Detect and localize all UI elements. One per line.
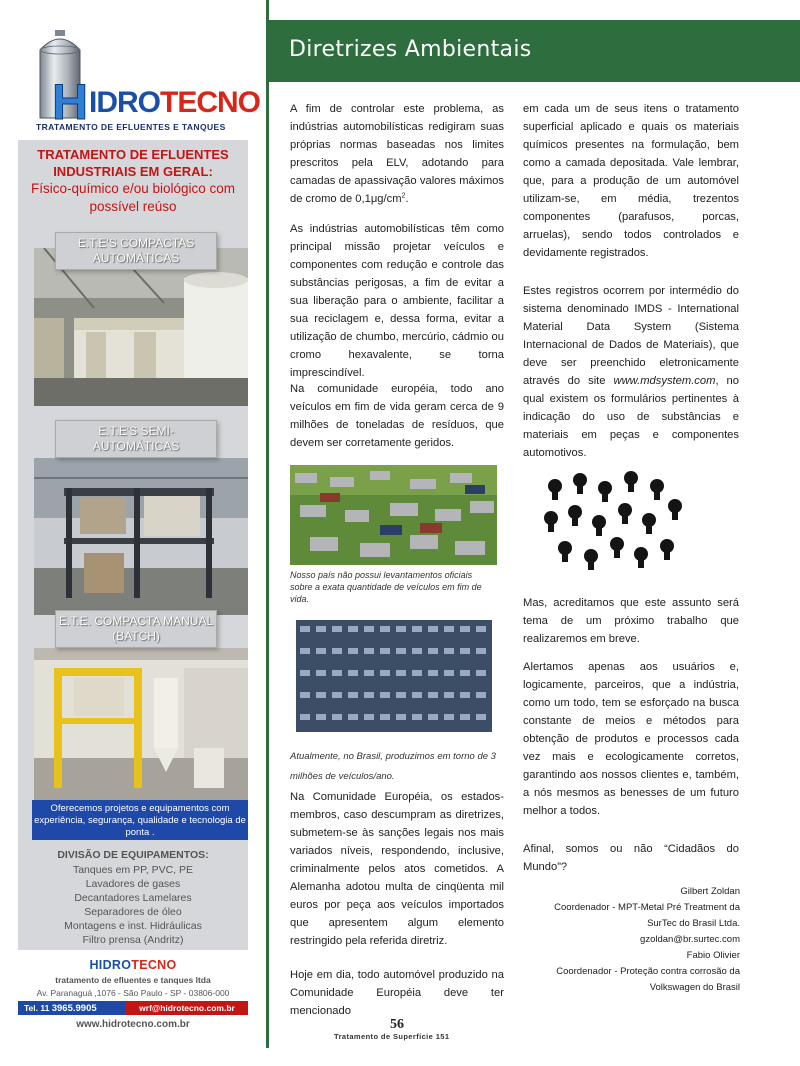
signature-line: gzoldan@br.surtec.com — [640, 934, 740, 945]
division-item: Decantadores Lamelares — [74, 892, 192, 904]
signature-line: Coordenador - Proteção contra corrosão da — [556, 966, 740, 977]
division-item: Lavadores de gases — [85, 878, 181, 890]
brand-hidro: HIDRO — [89, 958, 132, 972]
paragraph: em cada um de seus itens o tratamento superficial aplicado e quais os materiais químicos presentes na formulação, bem como a camada depositada. Vale lembrar, que, para a produção de um automóvel utilizam-se, em média, trezentos componentes (parafusos, porcas, arruelas), sendo todos controlados e devidamente registrados. — [523, 103, 739, 259]
paragraph: Alertamos apenas aos usuários e, logicamente, parceiros, que a indústria, como um todo, tem se esforçado na busca constante de meios e métodos para obtenção de produtos e processos cada vez mais e ecologicamente corretos, garantindo aos nossos clientes e, também, a nós mesmos as benesses de um futuro melhor a todos. — [523, 661, 739, 817]
photo-new-vehicles — [296, 620, 492, 732]
ad-offer-box: Oferecemos projetos e equipamentos com experiência, segurança, qualidade e tecnologia de ponta . — [32, 800, 248, 840]
section-header — [269, 20, 800, 82]
label-ete-compactas: E.T.E'S COMPACTAS AUTOMÁTICAS — [55, 232, 217, 270]
paragraph-text: , no qual existem os formulários pertinentes à indicação do uso de substâncias e materiais em peças e componentes automotivos. — [523, 375, 739, 459]
signature-line: SurTec do Brasil Ltda. — [647, 918, 740, 929]
photo-ete-semi-automaticas — [34, 458, 248, 615]
paragraph — [523, 282, 739, 462]
signature-line: Gilbert Zoldan — [680, 886, 740, 897]
ad-phone-prefix: Tel. 11 — [24, 1003, 50, 1013]
superscript: 2 — [401, 192, 406, 200]
ad-headline: TRATAMENTO DE EFLUENTES INDUSTRIAIS EM GERAL: — [37, 147, 229, 179]
division-title: DIVISÃO DE EQUIPAMENTOS: — [57, 849, 209, 861]
photo-caption: Atualmente, no Brasil, produzimos em torno de 3 milhões de veículos/ano. — [290, 751, 496, 782]
imds-site-link[interactable]: www.mdsystem.com — [613, 375, 716, 387]
hidrotecno-advertisement — [0, 0, 268, 1066]
signature-line: Coordenador - MPT-Metal Pré Treatment da — [554, 902, 740, 913]
brand-tecno: TECNO — [131, 958, 177, 972]
paragraph — [290, 100, 504, 208]
photo-end-of-life-vehicles — [290, 465, 497, 565]
paragraph: Mas, acreditamos que este assunto será tema de um próximo trabalho que realizaremos em breve. — [523, 597, 739, 645]
paragraph-text: . — [405, 193, 409, 205]
signature-line: Fabio Olivier — [686, 950, 740, 961]
photo-ete-compactas — [34, 248, 248, 406]
signature-line: Volkswagen do Brasil — [649, 982, 740, 993]
paragraph-text: Estes registros ocorrem por intermédio do sistema denominado IMDS - International Material Data System (Sistema Internacional de Dados de Materiais), que deve ser preenchido eletronicamente através do site — [523, 285, 739, 387]
running-title: Tratamento de Superfície 151 — [334, 1032, 450, 1041]
division-item: Tanques em PP, PVC, PE — [72, 864, 194, 876]
ad-contact-bar — [18, 1001, 248, 1015]
ad-company-name: tratamento de efluentes e tanques ltda — [55, 975, 211, 985]
ad-brand-name — [18, 958, 248, 972]
paragraph-text: A fim de controlar este problema, as indústrias automobilísticas redigiram suas próprias normas baseadas nos limites prescritos pela ELV, adotando para camadas de apassivação valores máximos de cromo de 0,1μg/cm — [290, 103, 504, 205]
ad-phone — [18, 1001, 126, 1015]
ad-email[interactable]: wrf@hidrotecno.com.br — [126, 1001, 248, 1015]
division-item: Montagens e inst. Hidráulicas — [64, 920, 202, 932]
ad-headline-sub: Físico-químico e/ou biológico com possível reúso — [30, 181, 236, 214]
ad-website[interactable]: www.hidrotecno.com.br — [76, 1019, 190, 1030]
paragraph: As indústrias automobilísticas têm como principal missão projetar veículos e componentes com redução e controle das substâncias perigosas, a fim de evitar a sua liberação para o ambiente, facilitar a sua reciclagem e, dessa forma, evitar a utilização de chumbo, mercúrio, cádmio ou cromo hexavalente, se torna imprescindível. — [290, 223, 504, 379]
ad-phone-number: 3965.9905 — [51, 1003, 97, 1014]
logo-tecno: TECNO — [160, 86, 260, 119]
paragraph: Na comunidade européia, todo ano veículos em fim de vida geram cerca de 9 milhões de toneladas de resíduos, que devem ser corretamente geridos. — [290, 383, 504, 449]
page-number: 56 — [390, 1017, 404, 1032]
photo-fasteners — [535, 466, 691, 582]
paragraph: Hoje em dia, todo automóvel produzido na Comunidade Européia deve ter mencionado — [290, 969, 504, 1017]
label-ete-semi-automaticas: E.T.E'S SEMI-AUTOMÁTICAS — [55, 420, 217, 458]
division-item: Separadores de óleo — [84, 906, 182, 918]
ad-address: Av. Paranaguá ,1076 - São Paulo - SP - 03806-000 — [36, 988, 230, 998]
photo-ete-compacta-manual — [34, 648, 248, 800]
photo-caption: Nosso país não possui levantamentos oficiais sobre a exata quantidade de veículos em fim de vida. — [290, 570, 482, 604]
column-divider — [266, 0, 269, 1048]
logo-idro: IDRO — [89, 86, 160, 119]
division-item: Filtro prensa (Andritz) — [82, 934, 184, 946]
label-ete-compacta-manual: E.T.E. COMPACTA MANUAL (BATCH) — [55, 610, 217, 648]
paragraph: Na Comunidade Européia, os estados-membros, caso descumpram as diretrizes, submetem-se às sanções legais nos mais variados níveis, respondendo, inclusive, criminalmente pelos atos cometidos. A Alemanha adotou multa de cinqüenta mil euros por peça aos veículos importados que apresentem algum elemento restringido pela referida diretriz. — [290, 791, 504, 947]
logo-letter-h: H — [52, 74, 89, 130]
logo-tagline: TRATAMENTO DE EFLUENTES E TANQUES — [36, 122, 226, 132]
section-title: Diretrizes Ambientais — [289, 37, 532, 62]
paragraph: Afinal, somos ou não “Cidadãos do Mundo”? — [523, 843, 739, 873]
